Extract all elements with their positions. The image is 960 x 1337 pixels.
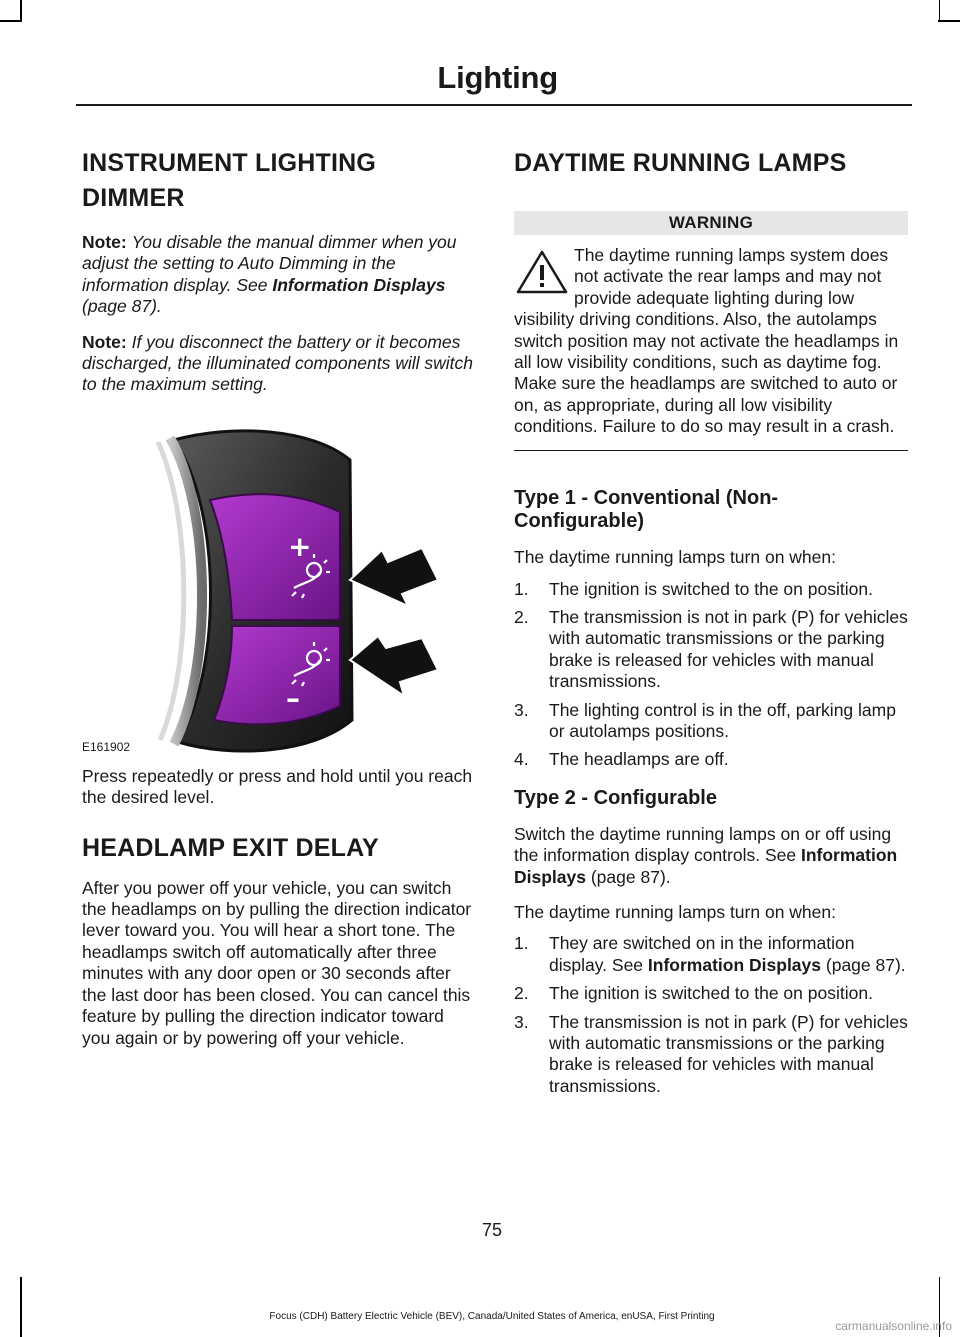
figure-code: E161902 (82, 739, 131, 754)
crop-mark (939, 0, 941, 22)
type1-title: Type 1 - Conventional (Non-Configurable) (514, 487, 779, 533)
arrow-upper-icon (350, 548, 438, 606)
note-text: If you disconnect the battery or it becomes discharged, the illuminated components will switch to the maximum setting. (82, 331, 474, 395)
note-label: Note: (82, 232, 127, 252)
arrow-lower-icon (350, 636, 438, 696)
note-text: You disable the manual dimmer when you adjust the setting to Auto Dimming in the information display. See (82, 232, 457, 295)
list-item: 2. The transmission is not in park (P) for vehicles with automatic transmissions or the parking brake is released for vehicles with manual transmissions. (514, 606, 908, 692)
warning-rule (514, 450, 908, 452)
list-item: 1. They are switched on in the information display. See Information Displays (page 87). (514, 933, 906, 975)
xref-information-displays[interactable]: Information Displays (514, 845, 898, 887)
type1-list (514, 579, 908, 771)
list-item: 3. The lighting control is in the off, parking lamp or autolamps positions. (514, 699, 896, 741)
page-footer: Focus (CDH) Battery Electric Vehicle (BEV), Canada/United States of America, enUSA, First Printing (269, 1311, 715, 1322)
list-item: 3. The transmission is not in park (P) for vehicles with automatic transmissions or the parking brake is released for vehicles with manual transmissions. (514, 1011, 908, 1096)
warning-triangle-icon (516, 249, 568, 295)
crop-mark (20, 1277, 22, 1337)
list-item: 4. The headlamps are off. (514, 749, 729, 770)
plus-label: + (288, 529, 312, 563)
crop-mark (0, 20, 22, 22)
type2-title: Type 2 - Configurable (514, 786, 717, 809)
section-title-headlamp-exit-delay: HEADLAMP EXIT DELAY (82, 833, 379, 862)
crop-mark (938, 20, 960, 22)
note-label: Note: (82, 331, 127, 352)
section-title-instrument-lighting: INSTRUMENT LIGHTING DIMMER (82, 149, 377, 212)
section-title-daytime-running-lamps: DAYTIME RUNNING LAMPS (514, 149, 847, 177)
list-item: 1. The ignition is switched to the on position. (514, 578, 873, 599)
left-column (82, 146, 474, 1049)
note-auto-dimming (82, 232, 474, 318)
warning-text: The daytime running lamps system does not activate the rear lamps and may not provide adequate lighting during low visibility driving conditions. Also, the autolamps switch position may not activate the headlamps in all low visibility conditions, such as daytime fog. Make sure the headlamps are switched to auto or on, as appropriate, during all low visibility conditions. Failure to do so may result in a crash. (514, 245, 899, 437)
minus-label: – (286, 681, 300, 715)
warning-header: WARNING (514, 211, 908, 235)
type2-list (514, 933, 908, 1097)
dimmer-switch-illustration (82, 420, 474, 762)
type1-intro: The daytime running lamps turn on when: (514, 547, 836, 568)
xref-information-displays[interactable]: Information Displays (647, 954, 822, 975)
xref-information-displays[interactable]: Information Displays (272, 274, 446, 295)
type2-intro: The daytime running lamps turn on when: (514, 902, 836, 923)
page-header-title: Lighting (437, 60, 558, 95)
header-rule (76, 104, 912, 106)
xref-page: (page 87). (82, 296, 162, 317)
exit-delay-text: After you power off your vehicle, you can switch the headlamps on by pulling the direction indicator lever toward you. You will hear a short tone. The headlamps switch off automatically after three minutes with any door open or 30 seconds after the last door has been closed. You can cancel this feature by pulling the direction indicator toward you again or by powering off your vehicle. (82, 877, 472, 1048)
crop-mark (20, 0, 22, 22)
xref-page: (page 87). (590, 866, 671, 887)
page-number: 75 (481, 1220, 503, 1240)
list-item: 2. The ignition is switched to the on position. (514, 983, 873, 1004)
right-column (514, 146, 908, 1104)
type2-text: Switch the daytime running lamps on or off using the information display controls. See Information Displays (page 87). (514, 823, 898, 887)
warning-box (514, 245, 908, 451)
note-battery (82, 332, 474, 396)
press-instruction: Press repeatedly or press and hold until you reach the desired level. (82, 765, 473, 808)
dimmer-switch-figure (82, 420, 474, 762)
watermark: carmanualsonline.info (835, 1319, 952, 1333)
